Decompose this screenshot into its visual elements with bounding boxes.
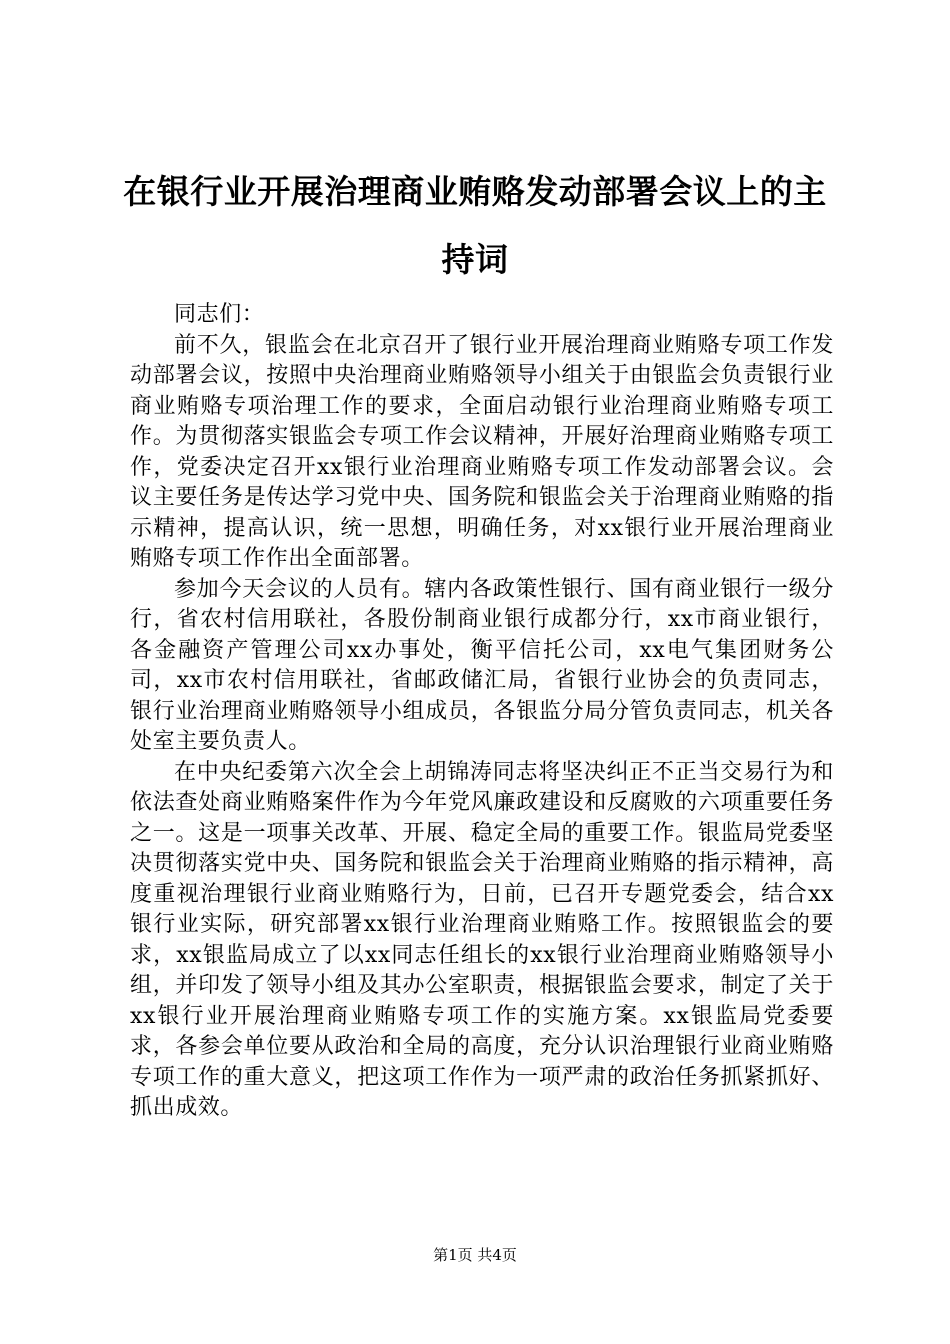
salutation-paragraph: 同志们： [174,302,265,327]
page-number-footer: 第1页 共4页 [433,1246,517,1264]
body-paragraph: 参加今天会议的人员有。辖内各政策性银行、国有商业银行一级分行，省农村信用联社，各股份制商业银行成都分行，xx市商业银行，各金融资产管理公司xx办事处，衡平信托公司，xx电气集团财务公司，xx市农村信用联社，省邮政储汇局，省银行业协会的负责同志，银行业治理商业贿赂领导小组成员，各银监分局分管负责同志，机关各处室主要负责人。 [130,576,834,754]
document-body [130,300,834,1124]
document-title: 在银行业开展治理商业贿赂发动部署会议上的主持词 [123,172,827,279]
body-paragraph: 在中央纪委第六次全会上胡锦涛同志将坚决纠正不正当交易行为和依法查处商业贿赂案件作为今年党风廉政建设和反腐败的六项重要任务之一。这是一项事关改革、开展、稳定全局的重要工作。银监局党委坚决贯彻落实党中央、国务院和银监会关于治理商业贿赂的指示精神，高度重视治理银行业商业贿赂行为，日前，已召开专题党委会，结合xx银行业实际，研究部署xx银行业治理商业贿赂工作。按照银监会的要求，xx银监局成立了以xx同志任组长的xx银行业治理商业贿赂领导小组，并印发了领导小组及其办公室职责，根据银监会要求，制定了关于xx银行业开展治理商业贿赂专项工作的实施方案。xx银监局党委要求，各参会单位要从政治和全局的高度，充分认识治理银行业商业贿赂专项工作的重大意义，把这项工作作为一项严肃的政治任务抓紧抓好、抓出成效。 [130,759,834,1120]
body-paragraph: 前不久，银监会在北京召开了银行业开展治理商业贿赂专项工作发动部署会议，按照中央治理商业贿赂领导小组关于由银监会负责银行业商业贿赂专项治理工作的要求，全面启动银行业治理商业贿赂专项工作。为贯彻落实银监会专项工作会议精神，开展好治理商业贿赂专项工作，党委决定召开xx银行业治理商业贿赂专项工作发动部署会议。会议主要任务是传达学习党中央、国务院和银监会关于治理商业贿赂的指示精神，提高认识，统一思想，明确任务，对xx银行业开展治理商业贿赂专项工作作出全面部署。 [130,332,834,571]
